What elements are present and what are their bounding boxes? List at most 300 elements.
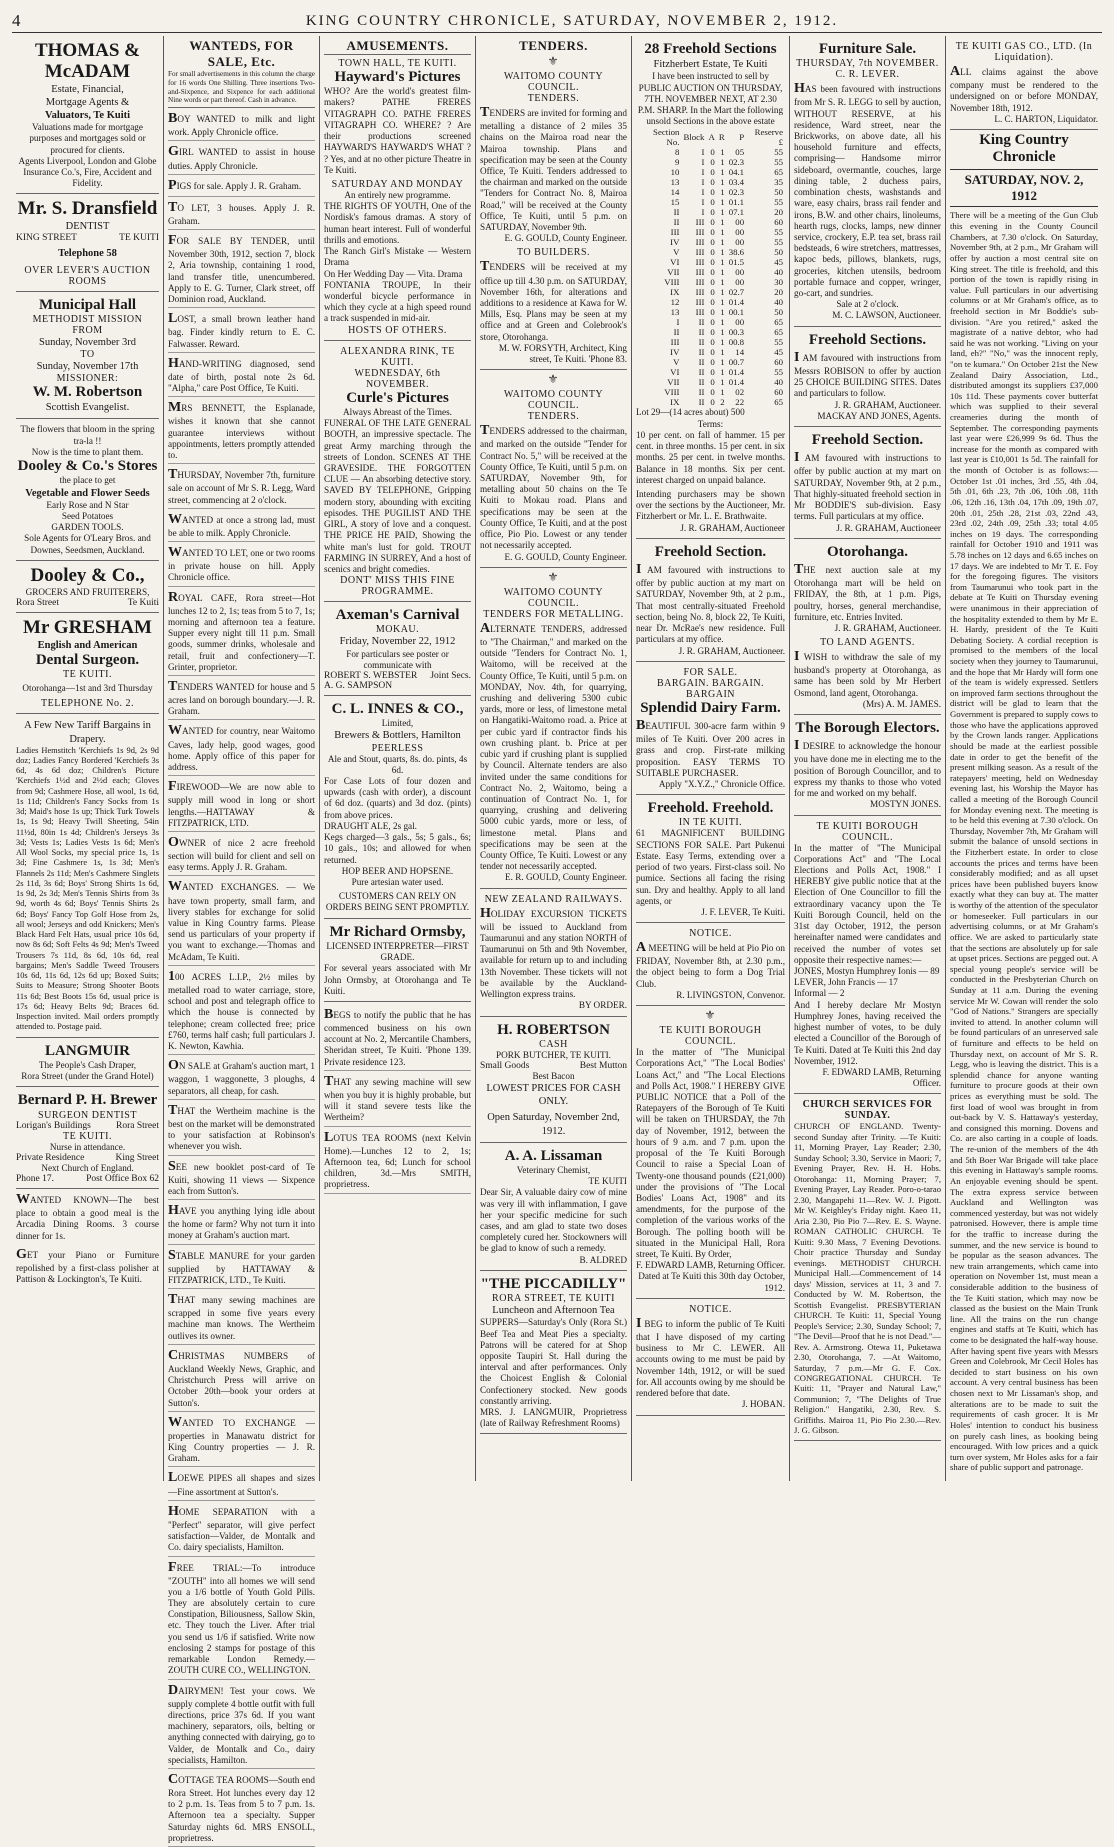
table-cell: 0	[710, 257, 715, 268]
table-cell: 22	[735, 397, 745, 408]
ad-signature: J. F. LEVER, Te Kuiti.	[701, 906, 785, 917]
table-cell: 02.3	[728, 187, 745, 198]
classified-ad: ON SALE at Graham's auction mart, 1 waggon, 1 waggonette, 3 ploughs, 4 separators, all cheap, for cash.	[168, 1055, 315, 1100]
ad-brewer	[16, 1089, 159, 1189]
table-cell: 38.6	[728, 247, 745, 258]
table-cell: II	[698, 347, 705, 358]
ad-signature: M. C. LAWSON, Auctioneer.	[832, 310, 941, 321]
table-cell: 05	[735, 147, 745, 158]
table-cell: V	[673, 357, 680, 368]
table-cell: 00	[735, 277, 745, 288]
table-cell: V	[673, 247, 680, 258]
ad-get-piano: GET your Piano or Furniture repolished by a first-class polisher at Pattison & Lockington's, Te Kuiti.	[16, 1246, 159, 1285]
columns	[12, 36, 1102, 1843]
table-cell: 45	[774, 347, 783, 358]
ad-line: Te Kuiti	[127, 597, 159, 608]
table-cell: 40	[774, 267, 783, 278]
table-cell: 2	[720, 397, 725, 408]
ad-signature: J. R. GRAHAM, Auctioneer.	[678, 645, 785, 656]
ad-line: TENDERS.	[527, 411, 580, 423]
table-cell: 00	[735, 267, 745, 278]
table-cell: 00	[735, 317, 745, 328]
table-cell: 0	[710, 397, 715, 408]
table-row	[636, 187, 785, 197]
table-row	[636, 347, 785, 357]
crest-icon: ⚜	[547, 569, 560, 584]
table-cell: 1	[720, 377, 725, 388]
ad-line: Mortgage Agents &	[45, 96, 130, 108]
table-cell: II	[698, 377, 705, 388]
ad-line: Sunday, November 17th	[36, 360, 139, 372]
ad-line: THURSDAY, 7th NOVEMBER.	[796, 58, 939, 70]
table-row	[636, 147, 785, 157]
table-cell: II	[673, 207, 680, 218]
table-cell: 01.4	[728, 297, 745, 308]
table-row	[636, 307, 785, 317]
column-title: AMUSEMENTS.	[324, 38, 471, 55]
ad-body: FONTANIA TROUPE, In their wonderful bicycle performance in which they cycle at a high speed round a track suspended in mid-air.	[324, 279, 471, 324]
masthead	[12, 10, 1102, 33]
ad-line: WAITOMO COUNTY COUNCIL.	[503, 389, 604, 412]
ad-dransfield	[16, 196, 159, 291]
ad-title: THOMAS & McADAM	[34, 40, 141, 82]
ad-line: Ale and Stout, quarts, 8s. do. pints, 4s 6d.	[327, 753, 468, 775]
table-header-cell: R	[718, 132, 725, 143]
ad-line: Scottish Evangelist.	[45, 402, 130, 414]
ad-title: Mr Richard Ormsby,	[329, 923, 466, 940]
ad-line: LICENSED INTERPRETER—FIRST GRADE.	[326, 940, 469, 963]
ad-line: Brewers & Bottlers, Hamilton	[334, 730, 461, 742]
ad-freehold-section-2	[794, 429, 941, 539]
classified-ad: WANTED at once a strong lad, must be able to milk. Apply Chronicle.	[168, 509, 315, 542]
table-row	[636, 317, 785, 327]
table-cell: 1	[720, 207, 725, 218]
ad-line: PEERLESS	[371, 742, 424, 754]
sections-table	[636, 127, 785, 407]
table-cell: 1	[720, 277, 725, 288]
ad-line: Valuators, Te Kuiti	[44, 110, 131, 122]
table-row	[636, 167, 785, 177]
ad-title: Splendid Dairy Farm.	[640, 699, 781, 716]
ad-line: FROM	[72, 324, 103, 336]
ad-title: H. ROBERTSON	[497, 1021, 610, 1038]
classified-ad: WANTED TO LET, one or two rooms in private house on hill. Apply Chronicle office.	[168, 542, 315, 587]
ad-body: I WISH to withdraw the sale of my husband's property at Otorohanga, as same has been sold by Mr Herbert Osmond, land agent, Otorohanga.	[794, 649, 941, 698]
ad-line: SURGEON DENTIST	[38, 1109, 137, 1121]
ad-body: THE next auction sale at my Otorohanga mart will be held on FRIDAY, the 8th, at 1 p.m. Pigs, poultry, horses, general merchandise, furniture, etc. Entries Invited.	[794, 562, 941, 622]
ad-line: CASH	[539, 1038, 568, 1050]
table-cell: III	[695, 287, 705, 298]
ad-line: HOSTS OF OTHERS.	[348, 324, 447, 336]
ad-signature: MOSTYN JONES.	[870, 799, 941, 810]
table-header-cell: Reserve £	[754, 127, 783, 148]
table-cell: 00.1	[728, 307, 745, 318]
ad-signature: BY ORDER.	[578, 1000, 627, 1011]
ad-line: Lorigan's Buildings	[16, 1120, 91, 1131]
ad-line: Always Abreast of the Times.	[343, 406, 452, 417]
newspaper-title: KING COUNTRY CHRONICLE, SATURDAY, NOVEMBER 2, 1912.	[305, 12, 839, 29]
editorial-body: There will be a meeting of the Gun Club this evening in the County Council Chambers, at 7.30 o'clock. On Saturday, November 9th, at 2 p.m., Mr Graham will offer by auction a most central site on King street. The title is freehold, and this portion of the town is rapidly rising in value. Full particulars in our advertising columns or at Mr Graham's office, as to freehold section in Mr Boddie's sub-division. "Are you retired," asked the magistrate of a native debtor, who had said he was not working. "Living on your land, eh?" "No," was the innocent reply, "on te kumara." On October 21st the New Zealand Dairy Association, Ltd., distributed amongst its suppliers £37,000 10s 11d. These payments cover butterfat which was supplied to their several creameries during the month of September. The corresponding payments last year were £26,999 9s 6d. Thus the increase for the month as compared with last year is £10,001 1s 5d. The rainfall for the month of October is as follows:—October 1st .01 inches, 3rd .55, 4th .04, 5th .01, 6th .23, 7th .06, 10th .08, 11th .06, 12th .16, 13th .04, 17th .09, 19th .07, 20th .01, 25th .28, 21st .03, 22nd .43, 23rd .02, 24th .09, 25th .33; total 4.05 inches on 19 days. The corresponding rainfall for October 1910 and 1911 was 5.78 inches on 12 days and 6.65 inches on 17 days. We are indebted to Mr T. E. Foy for the foregoing figures. The visitors from Taumarunui who took part in the debate at Te Kuiti on Thursday evening were unanimous in their appreciation of the hospitality extended to them by Mr E. H. Hardy, president of the Te Kuiti Debating Society. A cordial reception is promised to the members of the local society when they journey to Taumarunui, and the hope that Mr Hardy will form one of the team is widely expressed. Settlers on improved farm sections throughout the district will be glad to learn that the Government is prepared to supply cows to those who have the applications approved by the Crown lands ranger. Applications should be made at the earliest possible date in order to get the benefit of the present milking season. As a result of the ratepayers' meeting, held on Wednesday evening last, his Worship the Mayor has called a meeting of the Borough Council for Monday evening next. The meeting is to be held this evening at 7.30 o'clock. On Thursday, November 7th, Mr Graham will submit the balance of unsold sections in the Fitzherbert estate. In order to close accounts the prices and terms have been considerably modified; and as all upset prices have been published buyers know exactly what they can buy at. The matter is worthy of the attention of the speculator or homeseeker. Full particulars in our advertising columns, or at Mr Graham's office. We are asked to particularly state that the sections are absolutely up for sale at upset prices. Sections are pegged out. A special young people's service will be conducted in the Presbyterian Church on Sunday at 11 a.m. During the evening service Mr W. Cowan will render the solo "God of Nations." Strangers are specially invited to attend. In another column will be found particulars of an unreserved sale of furniture and effects to be held on Thursday next, on account of Mr S. R. Legg, who is leaving the district. This is a splendid chance for anyone wanting furniture to procure goods at their own prices as everything must be sold. The first load of wool was brought in from out-back by V. S. Hattaway's yesterday, and consigned this morning. Dovens and Co. are also carting in a couple of loads. The re-union of the members of the 4th and 5th Boer War Brigade will take place this evening in Hattaway's sample rooms. An enjoyable evening should be spent. The extra express service between Auckland and Wellington was commenced yesterday, but was not widely patronised. However, there is ample time for the traffic to increase during the summer, and the new service is bound to be popular as the season advances. The new train arrangements, which came into operation on November 1st, must mean a considerable addition to the business of the Te Kuiti station, which may now be classed as the busiest on the Main Trunk line. All the trains on the run change engines and staffs at Te Kuiti, which has come to be designated the half-way house. After having spent five years with Messrs Green and Colebrook, Mr Cecil Holes has decided to start business on his own account. A very central business has been chosen next to Mr Lissaman's shop, and alterations are to be made to suit the requirements of cash grocer. It is Mr Holes' intention to conduct his business on purely cash lines, as booking being encouraged. With low prices and a quick turn over system, Mr Holes asks for a fair share of public support and patronage.	[950, 210, 1098, 1473]
ad-line: Limited,	[381, 718, 414, 729]
table-header-cell: Section No.	[653, 127, 680, 148]
ad-line: NOTICE.	[689, 928, 732, 940]
tender-metalling	[480, 584, 627, 889]
classified-ad: DAIRYMEN! Test your cows. We supply complete 4 bottle outfit with full directions, price 37s 6d. If you want machinery, separators, oils, belting or anything connected with dairying, go to Valder, de Montalk and Co., dairy specialists, Hamilton.	[168, 1680, 315, 1769]
ad-signature: J. R. GRAHAM, Auctioneer. MACKAY AND JONES, Agents.	[817, 399, 941, 421]
ad-body: Intending purchasers may be shown over the sections by the Auctioneer, Mr. Fitzherbert or Mr. L. E. Brathwaite.	[636, 489, 785, 522]
table-cell: 20	[774, 207, 783, 218]
table-cell: 1	[720, 177, 725, 188]
ad-line: ROBERT S. WEBSTER	[324, 670, 418, 681]
ad-title: A Few New Tariff Bargains in Drapery.	[24, 720, 151, 745]
ad-title: Municipal Hall	[38, 296, 137, 313]
ad-line: WAITOMO COUNTY COUNCIL.	[503, 586, 604, 609]
classified-ad: THURSDAY, November 7th, furniture sale on account of Mr S. R. Legg, Ward street, commencing at 2 o'clock.	[168, 464, 315, 509]
ad-line: Joint Secs.	[430, 670, 471, 681]
ad-innes-brewers	[324, 698, 471, 919]
classified-ad: MRS BENNETT, the Esplanade, wishes it known that she cannot guarantee interviews without appointments, letters promptly attended to.	[168, 397, 315, 464]
ad-line: TO BUILDERS.	[516, 247, 591, 259]
ad-title: Bernard P. H. Brewer	[17, 1092, 158, 1109]
table-cell: 0	[710, 337, 715, 348]
ad-signature: L. C. HARTON, Liquidator.	[994, 113, 1098, 124]
ad-line: DRAUGHT ALE, 2s gal.	[324, 820, 417, 831]
ad-line: GARDEN TOOLS.	[51, 522, 124, 533]
ad-title: Freehold Section.	[654, 543, 767, 560]
ad-langmuir	[16, 1040, 159, 1088]
ad-line: Informal — 2	[794, 988, 845, 999]
ad-signature: F. EDWARD LAMB, Returning Officer. Dated at Te Kuiti this 30th day October, 1912.	[636, 1260, 785, 1293]
ad-line: Terms:	[697, 418, 724, 429]
ad-line: NEW ZEALAND RAILWAYS.	[484, 893, 623, 905]
ad-line: Nurse in attendance.	[49, 1141, 126, 1152]
ad-line: ALEXANDRA RINK, TE KUITI.	[340, 345, 455, 368]
ad-line: DENTIST	[65, 221, 110, 233]
ad-title: Freehold Section.	[811, 432, 924, 449]
ad-signature: J. R. GRAHAM, Auctioneer.	[834, 622, 941, 633]
ad-line: The flowers that bloom in the spring tra-la !!	[20, 424, 155, 446]
ad-line: Veterinary Chemist,	[516, 1164, 591, 1175]
ad-body: SUPPERS—Saturday's Only (Rora St.) Beef Tea and Meat Pies a specialty. Patrons will be catered for at Shop opposite Taupiri St. Hall during the interval and after performances. Only the Choicest English & Colonial Confectionery stocked. New goods constantly arriving.	[480, 1317, 627, 1406]
ad-signature: B. ALDRED	[579, 1254, 627, 1265]
ad-line: Otorohanga—1st and 3rd Thursday	[22, 683, 153, 694]
notice-borough-poll	[636, 1022, 785, 1299]
table-cell: IX	[670, 397, 680, 408]
ad-line: Vegetable and Flower Seeds	[25, 487, 150, 499]
table-row	[636, 327, 785, 337]
ad-line: Friday, November 22, 1912	[339, 636, 456, 648]
table-cell: 1	[720, 197, 725, 208]
table-header-cell: P	[739, 132, 745, 143]
ad-line: KING STREET	[16, 233, 77, 244]
ad-line: TO	[80, 348, 95, 360]
table-header	[636, 127, 785, 147]
ad-title: Mr GRESHAM	[23, 616, 152, 638]
ad-body: Valuations made for mortgage purposes and mortgages sold or procured for clients.	[29, 122, 146, 155]
table-cell: 00	[735, 227, 745, 238]
tender-contract-8	[480, 68, 627, 370]
ad-signature: J. R. GRAHAM, Auctioneer	[836, 522, 941, 533]
table-cell: III	[695, 307, 705, 318]
table-row	[636, 397, 785, 407]
ad-title: C. L. INNES & CO.,	[331, 700, 464, 717]
ad-line: JONES, Mostyn Humphrey Ionis — 89	[794, 965, 940, 976]
table-cell: VIII	[664, 277, 680, 288]
table-cell: II	[698, 327, 705, 338]
classified-ad: CHRISTMAS NUMBERS of Auckland Weekly News, Graphic, and Christchurch Press will arrive on October 20th—book your orders at Sutton's.	[168, 1345, 315, 1412]
table-cell: 50	[774, 307, 783, 318]
table-cell: 65	[774, 167, 783, 178]
table-cell: 04.1	[728, 167, 745, 178]
table-row	[636, 217, 785, 227]
crest-icon: ⚜	[547, 54, 560, 68]
table-cell: 1	[720, 337, 725, 348]
table-cell: 55	[774, 147, 783, 158]
notice-election-result	[794, 818, 941, 1095]
ad-body: TENDERS will be received at my office up till 4.30 p.m. on SATURDAY, November 16th, for alterations and additions to a residence at Kawa for W. Mills, Esq. Plans may be seen at my office and at Green and Colebrook's store, Otorohanga.	[480, 259, 627, 342]
table-row	[636, 337, 785, 347]
ad-title: Hayward's Pictures	[334, 69, 461, 85]
table-cell: 55	[774, 227, 783, 238]
table-cell: 0	[710, 217, 715, 228]
table-cell: 01.4	[728, 367, 745, 378]
table-cell: I	[701, 197, 705, 208]
ad-line: HOP BEER AND HOPSENE.	[341, 865, 454, 876]
ad-line: Telephone 58	[58, 248, 117, 260]
ad-line: Phone 17.	[16, 1174, 54, 1185]
table-cell: III	[695, 217, 705, 228]
column-1	[12, 36, 164, 1481]
table-header-cell: Block	[683, 132, 705, 143]
table-row	[636, 277, 785, 287]
table-cell: 0	[710, 297, 715, 308]
table-cell: III	[695, 277, 705, 288]
table-cell: 0	[710, 157, 715, 168]
ad-line: TO LAND AGENTS.	[820, 637, 915, 649]
ad-title: Axeman's Carnival	[335, 607, 460, 624]
classified-ad: OWNER of nice 2 acre freehold section will build for client and sell on easy terms. Apply J. R. Graham.	[168, 832, 315, 877]
ad-body: Dear Sir, A valuable dairy cow of mine was very ill with inflammation, I gave her your specific medicine for such cases, and am glad to state two doses completely cured her. Stockowners will be glad to know of such a remedy.	[480, 1187, 627, 1254]
table-row	[636, 387, 785, 397]
ad-line: C. R. LEVER.	[835, 69, 900, 81]
ad-title: CHURCH SERVICES FOR SUNDAY.	[802, 1099, 933, 1122]
ad-line: Seed Potatoes	[61, 510, 114, 521]
ad-body: TENDERS addressed to the chairman, and marked on the outside "Tender for Contract No. 5," will be received at the County Office, Te Kuiti, until 5 p.m. on SATURDAY, November 9th, for metalling about 50 chains on the Te Kuiti to Mokau road. Plans and specifications may be seen at the County Office, Te Kuiti, and at the post office, Pio Pio. Lowest or any tender not necessarily accepted.	[480, 423, 627, 551]
ad-body: For several years associated with Mr John Ormsby, at Otorohanga and Te Kuiti.	[324, 963, 471, 996]
ad-curle-pictures	[324, 343, 471, 603]
table-cell: I	[676, 317, 680, 328]
ad-line: Rora Street	[115, 1120, 159, 1131]
table-cell: 30	[774, 277, 783, 288]
ad-line: Dental Surgeon.	[35, 651, 140, 668]
table-row	[636, 247, 785, 257]
ad-line: OVER LEVER'S AUCTION ROOMS	[24, 264, 151, 287]
ad-line: Private Residence	[16, 1152, 85, 1163]
misc-ad: BEGS to notify the public that he has commenced business on his own account at No. 2, Mercantile Chambers, Sheridan street, Te Kuiti. 'Phone 139. Private residence 123.	[324, 1004, 471, 1071]
table-cell: 1	[720, 357, 725, 368]
ad-line: Luncheon and Afternoon Tea	[492, 1305, 615, 1317]
ad-line: WEDNESDAY, 6th NOVEMBER.	[354, 367, 441, 390]
classified-ad: 100 ACRES L.I.P., 2½ miles by metalled road to water carriage, store, school and post and telegraph office to which the house is connected by telephone; cream collected free; price £760, terms half cash; full particulars J. K. Newton, Kawhia.	[168, 966, 315, 1055]
ad-borough-electors	[794, 717, 941, 815]
table-cell: I	[701, 147, 705, 158]
ad-body: HOLIDAY EXCURSION TICKETS will be issued to Auckland from Taumarunui and any station NORTH of Taumarunui on 5th and 9th November, available for return up to and including 13th November. These tickets will not be available by the Auckland-Wellington express trains.	[480, 905, 627, 1000]
ad-signature: J. HOBAN.	[741, 1399, 785, 1410]
ad-title: Freehold Sections.	[808, 331, 927, 348]
table-cell: 0	[710, 207, 715, 218]
ad-line: Open Saturday, November 2nd, 1912.	[487, 1112, 620, 1137]
table-cell: 1	[720, 297, 725, 308]
ad-line: Sunday, November 3rd	[38, 336, 136, 348]
ad-fitzherbert-sections	[636, 38, 785, 539]
ad-body: And I hereby declare Mr Mostyn Humphrey Jones, having received the highest number of votes, to be duly elected a Councillor of the Borough of Te Kuiti. Dated at Te Kuiti this 2nd day November, 1912.	[794, 999, 941, 1066]
table-cell: 20	[774, 287, 783, 298]
ad-freehold-section	[636, 541, 785, 662]
classified-ad: WANTED EXCHANGES. — We have town property, small farm, and livery stables for exchange for solid value in King Country farms. Please send us particulars of your property if you want to exchange.—Thomas and McAdam, Te Kuiti.	[168, 876, 315, 965]
table-cell: 0	[710, 197, 715, 208]
table-cell: 65	[774, 397, 783, 408]
table-cell: 50	[774, 247, 783, 258]
ad-title: 28 Freehold Sections	[644, 41, 777, 57]
table-cell: 1	[720, 317, 725, 328]
table-row	[636, 367, 785, 377]
table-cell: VIII	[664, 387, 680, 398]
table-cell: II	[698, 387, 705, 398]
ad-furniture-sale	[794, 38, 941, 327]
classified-ad: WANTED for country, near Waitomo Caves, lady help, good wages, good home. Apply office of this paper for address.	[168, 720, 315, 776]
table-cell: 50	[774, 187, 783, 198]
ad-body: FUNERAL OF THE LATE GENERAL BOOTH, an impressive spectacle. The great Army marching through the streets of London. SCENES AT THE GRAVESIDE. THE FORGOTTEN CLUE — An absorbing detective story. SAVED BY TELEPHONE, Gripping modern story, abounding with exciting episodes. THE PUGILIST AND THE GIRL, A story of love and a conquest. THE PRICE HE PAID, Showing the white man's lust for gold. TROUT FARMING IN SURREY, And a host of scenics and bright comedies.	[324, 418, 471, 574]
table-row	[636, 267, 785, 277]
crest-icon: ⚜	[704, 1008, 717, 1023]
ad-title: LANGMUIR	[45, 1042, 130, 1059]
ad-signature: (Mrs) A. M. JAMES.	[862, 698, 941, 709]
notice-hoban	[636, 1301, 785, 1416]
column-7	[946, 36, 1102, 1481]
ad-title: The Borough Electors.	[795, 720, 940, 737]
table-row	[636, 177, 785, 187]
classified-ad: COTTAGE TEA ROOMS—South end Rora Street. Hot lunches every day 12 to 2 p.m. 1s. Teas from 5 to 7 p.m. 1s. Afternoon tea a specialty. Supper Saturday nights 6d. MRS ENSOLL, proprietress.	[168, 1769, 315, 1847]
table-cell: 0	[710, 277, 715, 288]
column-title: TENDERS.	[519, 38, 588, 53]
church-services	[794, 1096, 941, 1441]
ad-body: 10 per cent. on fall of hammer. 15 per cent. in three months. 15 per cent. in six months. 25 per cent. in twelve months. Balance in 18 months. Six per cent. interest charged on unpaid balance.	[636, 429, 785, 485]
ad-line: TE KUITI BOROUGH COUNCIL.	[816, 820, 919, 843]
ad-gresham	[16, 615, 159, 714]
ad-title: "THE PICCADILLY"	[480, 1275, 627, 1292]
table-cell: 00.3	[728, 327, 745, 338]
table-cell: 1	[720, 367, 725, 378]
editorial-date: SATURDAY, NOV. 2, 1912	[950, 169, 1098, 207]
table-cell: 0	[710, 267, 715, 278]
ad-body: In the matter of "The Municipal Corporations Act" and "The Local Elections and Polls Act, 1908." I HEREBY give public notice that at the Election of One Councillor to fill the extraordinary vacancy upon the Te Kuiti Borough Council, held on the 31st day October, 1912, the person hereinafter named were candidates and received the number of votes set opposite their respective names:—	[794, 842, 941, 965]
ad-line: the place to get	[59, 475, 116, 486]
table-cell: 02.3	[728, 157, 745, 168]
table-row	[636, 227, 785, 237]
column-2	[164, 36, 320, 1843]
ad-line: LEVER, John Francis — 17	[794, 977, 898, 988]
ad-ormsby	[324, 921, 471, 1002]
tender-contract-5	[480, 386, 627, 567]
table-cell: II	[673, 327, 680, 338]
ad-title: Dooley & Co.'s Stores	[17, 458, 158, 475]
ad-line: An entirely new programme.	[344, 190, 451, 200]
misc-ad: THAT any sewing machine will sew when you buy it is highly probable, but will it stand severe tests like the Wertheim?	[324, 1071, 471, 1127]
table-cell: 0	[710, 347, 715, 358]
table-cell: 14	[735, 347, 745, 358]
ad-line: Next Church of England.	[41, 1162, 134, 1173]
table-cell: 60	[774, 217, 783, 228]
ad-line: Fitzherbert Estate, Te Kuiti	[653, 59, 768, 71]
table-cell: 1	[720, 327, 725, 338]
table-cell: II	[698, 397, 705, 408]
classified-ad: TO LET, 3 houses. Apply J. R. Graham.	[168, 197, 315, 230]
ad-body: Agents Liverpool, London and Globe Insurance Co.'s, Fire, Accident and Fidelity.	[18, 155, 157, 189]
table-cell: 0	[710, 357, 715, 368]
ad-line: W. M. Robertson	[32, 384, 143, 401]
table-row	[636, 377, 785, 387]
table-cell: 40	[774, 377, 783, 388]
table-cell: I	[701, 187, 705, 198]
ad-line: DONT' MISS THIS FINE PROGRAMME.	[340, 575, 455, 598]
table-cell: III	[695, 257, 705, 268]
table-cell: 60	[774, 357, 783, 368]
table-cell: VII	[667, 267, 680, 278]
ad-signature: J. R. GRAHAM, Auctioneer	[680, 522, 785, 533]
table-cell: 55	[774, 237, 783, 248]
ad-body: BEAUTIFUL 300-acre farm within 9 miles of Te Kuiti. Over 200 acres in grass and crop. First-rate milking proposition. EASY TERMS TO SUITABLE PURCHASER.	[636, 717, 785, 778]
table-cell: 0	[710, 177, 715, 188]
ad-hayward-pictures	[324, 55, 471, 341]
table-cell: 07.1	[728, 207, 745, 218]
table-cell: IV	[670, 347, 680, 358]
table-cell: 45	[774, 257, 783, 268]
ad-body: I DESIRE to acknowledge the honour you have done me in electing me to the position of Borough Councillor, and to express my thanks to those who voted for me and worked on my behalf.	[794, 738, 941, 799]
ad-line: MISSIONER:	[56, 373, 119, 385]
table-cell: IV	[670, 237, 680, 248]
table-cell: 1	[720, 307, 725, 318]
ad-robertson-butcher	[480, 1019, 627, 1143]
table-cell: 15	[670, 197, 680, 208]
table-cell: VI	[670, 367, 680, 378]
table-cell: III	[670, 337, 680, 348]
ad-title: Mr. S. Dransfield	[17, 198, 158, 220]
ad-body: 61 MAGNIFICENT BUILDING SECTIONS FOR SALE. Part Pukenui Estate. Easy Terms, extending over a period of two years. First-class soil. No pumice. Sections all facing the rising sun. Dry and healthy. Apply to all land agents, or	[636, 828, 785, 906]
table-cell: 0	[710, 227, 715, 238]
table-cell: 1	[720, 147, 725, 158]
ad-line: CUSTOMERS CAN RELY ON ORDERS BEING SENT PROMPTLY.	[325, 891, 470, 913]
table-cell: 0	[710, 387, 715, 398]
table-cell: 01.5	[728, 257, 745, 268]
ad-line: METHODIST MISSION	[32, 313, 143, 325]
ad-line: TELEPHONE No. 2.	[41, 698, 134, 710]
table-cell: 13	[670, 307, 680, 318]
ad-line: Now is the time to plant them.	[31, 446, 144, 457]
table-cell: 14	[670, 187, 680, 198]
classified-ad: FOR SALE BY TENDER, until November 30th, 1912, section 7, block 2, Aria township, containing 1 rood, land transfer title, unencumbered. Apply to E. G. Turner, Clark street, off Dominion road, Auckland.	[168, 230, 315, 308]
table-cell: VII	[667, 377, 680, 388]
classified-ad: ROYAL CAFE, Rora street—Hot lunches 12 to 2, 1s; teas from 5 to 7, 1s; morning and afternoon tea a feature. Supper every night till 11 p.m. Small goods, summer drinks, wholesale and retail, fruit and confectionery—T. Grinter, proprietor.	[168, 587, 315, 676]
table-row	[636, 197, 785, 207]
ad-line: BARGAIN. BARGAIN. BARGAIN	[656, 677, 765, 700]
classified-ad: HOME SEPARATION with a "Perfect" separator, will give perfect satisfaction—Valder, de Montalk and Co. dairy specialists, Hamilton.	[168, 1501, 315, 1557]
ad-body: I have been instructed to sell by PUBLIC AUCTION ON THURSDAY, 7TH. NOVEMBER NEXT, AT 2.30 P.M. SHARP. In the Mart the following unsold Sections in the above estate	[637, 71, 784, 127]
ad-line: Rora Street	[16, 597, 60, 608]
table-cell: 1	[720, 227, 725, 238]
ad-title: Freehold. Freehold.	[647, 800, 774, 817]
ad-title: TE KUITI GAS CO., LTD. (In Liquidation).	[955, 41, 1093, 63]
table-cell: 35	[774, 177, 783, 188]
